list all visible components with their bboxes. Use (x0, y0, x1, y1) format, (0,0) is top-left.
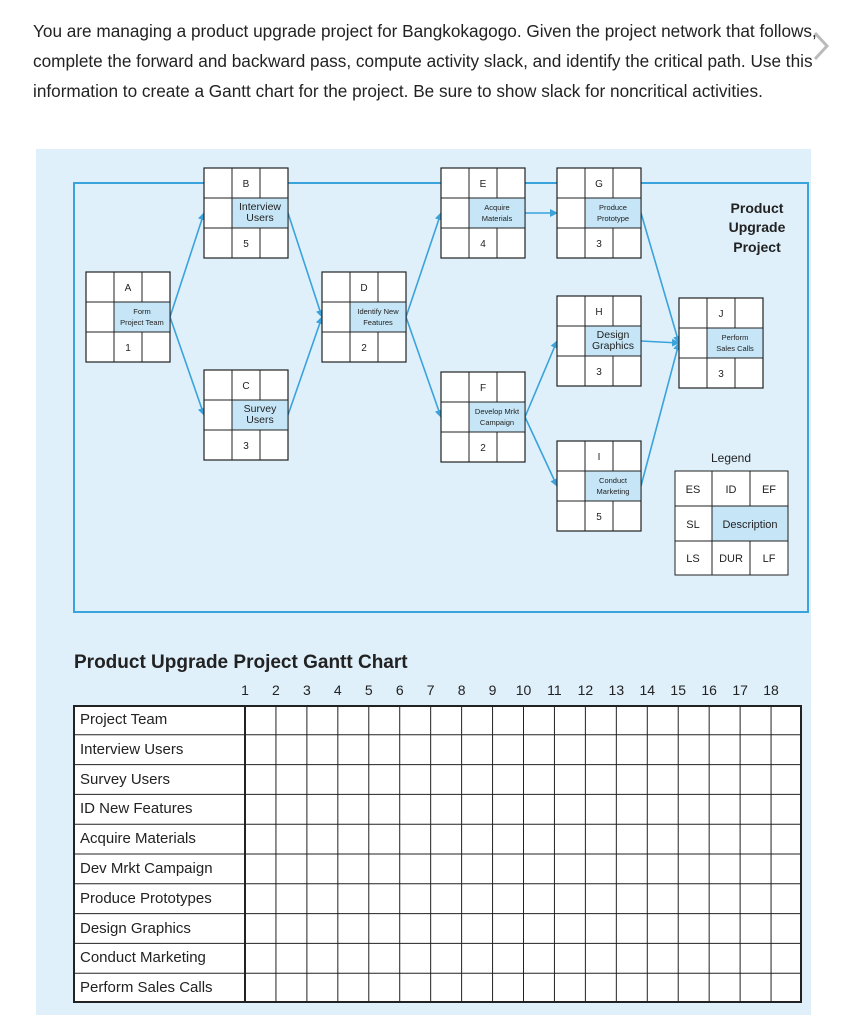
gantt-period-number: 12 (577, 682, 594, 698)
node-description: Design (596, 329, 630, 341)
gantt-row-label: Interview Users (80, 740, 184, 758)
network-title (729, 200, 786, 255)
legend-ef: EF (761, 484, 777, 496)
legend (675, 451, 788, 575)
gantt-period-number: 2 (272, 682, 280, 698)
node-duration: 3 (243, 441, 249, 452)
gantt-period-number: 18 (763, 682, 779, 698)
activity-node-h (557, 296, 641, 386)
activity-node-i (557, 441, 641, 531)
node-duration: 5 (596, 512, 602, 523)
node-description: Form (133, 307, 151, 316)
node-description: Produce (599, 203, 627, 212)
network-title-line: Product (730, 200, 784, 216)
arrow-f-h (525, 341, 557, 417)
node-id: C (242, 381, 250, 392)
gantt-row-label: Design Graphics (80, 919, 191, 937)
gantt-period-number: 5 (364, 682, 373, 698)
activity-node-g (557, 168, 641, 258)
node-id: B (242, 179, 250, 190)
gantt-period-number: 1 (241, 682, 249, 698)
network-title-line: Upgrade (728, 219, 786, 235)
activity-node-a (86, 272, 170, 362)
gantt-period-number: 15 (670, 682, 686, 698)
legend-es: ES (685, 484, 701, 496)
node-id: F (479, 383, 487, 394)
node-id: A (124, 283, 132, 294)
question-text: You are managing a product upgrade project for Bangkokagogo. Given the project network that follows, complete the forward and backward pass, compute activity slack, and identify the critical path. Use this information to create a Gantt chart for the project. Be sure to show slack for noncritical activities. (33, 21, 817, 101)
node-description: Perform (721, 333, 749, 342)
activity-node-e (441, 168, 525, 258)
gantt-period-number: 7 (426, 682, 435, 698)
node-description: Develop Mrkt (474, 407, 520, 416)
legend-sl: SL (686, 519, 700, 531)
legend-title: Legend (710, 451, 752, 465)
arrow-b-d (288, 213, 322, 317)
gantt-title: Product Upgrade Project Gantt Chart (74, 652, 408, 673)
node-description: Conduct (599, 476, 627, 485)
node-description: Interview (238, 201, 282, 213)
gantt-period-number: 4 (333, 682, 342, 698)
gantt-period-number: 14 (639, 682, 656, 698)
gantt-row-label: Produce Prototypes (80, 889, 212, 907)
node-description: Prototype (596, 214, 630, 223)
node-duration: 1 (125, 343, 131, 354)
node-description: Graphics (591, 340, 635, 352)
node-description: Campaign (479, 418, 515, 427)
activity-node-j (679, 298, 763, 388)
legend-id: ID (725, 484, 737, 496)
node-id: E (479, 179, 487, 190)
node-description: Marketing (596, 487, 630, 496)
gantt-row-label: Conduct Marketing (80, 949, 206, 967)
legend-ls: LS (686, 553, 700, 565)
node-duration: 2 (480, 443, 486, 454)
node-description: Survey (243, 403, 277, 415)
network-title-line: Project (733, 239, 781, 255)
node-description: Users (246, 212, 274, 224)
activity-node-d (322, 272, 406, 362)
gantt-period-header (0, 682, 864, 702)
node-duration: 3 (596, 367, 602, 378)
gantt-period-number: 6 (395, 682, 404, 698)
node-id: H (595, 307, 603, 318)
gantt-period-number: 17 (732, 682, 748, 698)
arrow-g-j (641, 213, 679, 343)
gantt-period-number: 8 (457, 682, 466, 698)
activity-node-c (204, 370, 288, 460)
gantt-row-label: Project Team (80, 711, 168, 728)
arrow-c-d (288, 317, 322, 415)
gantt-period-number: 9 (488, 682, 497, 698)
legend-dur: DUR (719, 553, 743, 565)
node-id: I (597, 452, 601, 463)
node-duration: 2 (361, 343, 367, 354)
node-id: G (595, 179, 603, 190)
gantt-row-label: Survey Users (80, 770, 171, 788)
arrow-f-i (525, 417, 557, 486)
node-id: J (718, 309, 724, 320)
arrow-d-f (406, 317, 441, 417)
activity-node-b (204, 168, 288, 258)
node-duration: 5 (243, 239, 249, 250)
gantt-period-number: 3 (302, 682, 311, 698)
node-description: Project Team (120, 318, 164, 327)
node-duration: 4 (480, 239, 486, 250)
gantt-row-label: Dev Mrkt Campaign (80, 860, 213, 877)
gantt-period-number: 11 (547, 682, 562, 698)
activity-node-f (441, 372, 525, 462)
legend-description: Description (722, 519, 778, 531)
arrow-i-j (641, 343, 679, 486)
node-description: Identify New (357, 307, 399, 316)
arrow-a-c (170, 317, 204, 415)
gantt-period-number: 16 (701, 682, 717, 698)
gantt-row-label: Perform Sales Calls (80, 979, 213, 997)
node-description: Materials (481, 214, 513, 223)
gantt-row-label: Acquire Materials (80, 830, 196, 848)
arrow-h-j (641, 341, 679, 343)
gantt-row-label: ID New Features (80, 800, 193, 818)
legend-lf: LF (762, 553, 776, 565)
node-description: Acquire (484, 203, 510, 212)
node-description: Sales Calls (716, 344, 754, 353)
gantt-period-number: 13 (608, 682, 625, 698)
arrow-a-b (170, 213, 204, 317)
node-duration: 3 (718, 369, 724, 380)
node-duration: 3 (596, 239, 602, 250)
gantt-period-number: 10 (515, 682, 532, 698)
node-description: Users (246, 414, 274, 426)
arrow-d-e (406, 213, 441, 317)
node-description: Features (363, 318, 393, 327)
node-id: D (360, 283, 368, 294)
